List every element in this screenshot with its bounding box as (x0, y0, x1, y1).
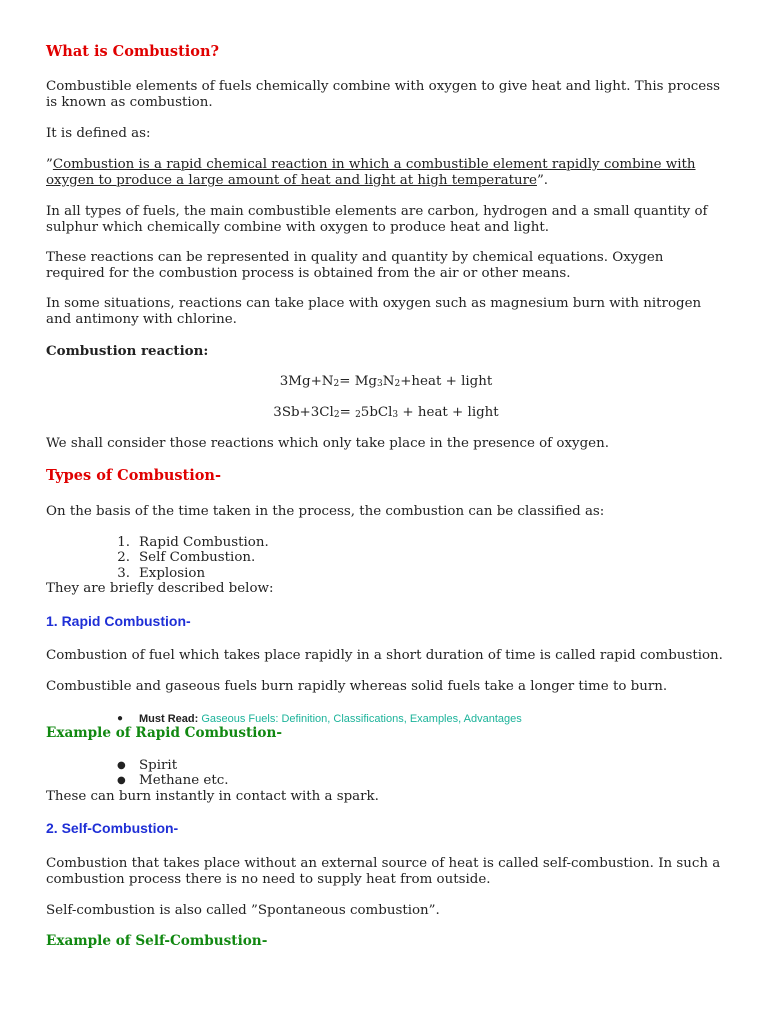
eq2-part: 5bCl (360, 405, 393, 420)
eq2-part: + heat + light (398, 405, 499, 420)
bullet-icon: ● (117, 775, 126, 786)
list-number: 2. (117, 550, 130, 565)
paragraph-oxygen-only: We shall consider those reactions which only take place in the presence of oxygen. (46, 436, 609, 451)
heading-self-combustion: 2. Self-Combustion- (46, 820, 179, 836)
heading-example-rapid: Example of Rapid Combustion- (46, 725, 283, 741)
list-text: Rapid Combustion. (139, 535, 269, 550)
list-text: Methane etc. (139, 773, 229, 788)
list-text: Explosion (139, 566, 206, 581)
eq1-sub: 2 (394, 379, 401, 389)
eq2-sub: 2 (355, 410, 361, 420)
paragraph-described-below: They are briefly described below: (46, 581, 274, 596)
quote-open: ” (46, 157, 53, 172)
quote-text: Combustion is a rapid chemical reaction in which a combustible element rapidly combine with oxygen to produce a large amount of heat and light at high temperature (46, 157, 696, 188)
eq2-sub: 3 (392, 410, 399, 420)
bullet-icon: ● (117, 713, 124, 724)
eq2-sub: 2 (333, 410, 340, 420)
paragraph-chemical-equations: These reactions can be represented in quality and quantity by chemical equations. Oxygen required for the combustion process is obtained from the air or other means. (46, 250, 664, 281)
paragraph-spontaneous: Self-combustion is also called ”Spontaneous combustion”. (46, 903, 440, 918)
paragraph-defined-as: It is defined as: (46, 126, 151, 141)
eq1-part: = Mg (339, 374, 378, 389)
list-text: Self Combustion. (139, 550, 256, 565)
eq1-sub: 3 (377, 379, 383, 389)
heading-types-of-combustion: Types of Combustion- (46, 467, 221, 484)
eq1-sub: 2 (333, 379, 340, 389)
paragraph-combustible-elements: In all types of fuels, the main combustible elements are carbon, hydrogen and a small quantity of sulphur which chemically combine with oxygen to produce heat and light. (46, 204, 708, 235)
paragraph-classification: On the basis of the time taken in the process, the combustion can be classified as: (46, 504, 605, 519)
eq2-part: 3Sb+3Cl (273, 405, 334, 420)
eq1-part: N (382, 374, 395, 389)
list-text: Spirit (139, 758, 178, 773)
paragraph-definition-intro: Combustible elements of fuels chemically combine with oxygen to give heat and light. This process is known as combustion. (46, 79, 720, 110)
heading-example-self: Example of Self-Combustion- (46, 933, 268, 949)
must-read-label: Must Read: (139, 713, 199, 725)
paragraph-rapid-definition: Combustion of fuel which takes place rapidly in a short duration of time is called rapid combustion. (46, 648, 723, 663)
eq1-part: 3Mg+N (279, 374, 334, 389)
paragraph-rapid-fuels: Combustible and gaseous fuels burn rapidly whereas solid fuels take a longer time to burn. (46, 679, 668, 694)
paragraph-self-definition: Combustion that takes place without an external source of heat is called self-combustion. In such a combustion process there is no need to supply heat from outside. (46, 856, 721, 887)
quote-close: ”. (536, 173, 549, 188)
heading-rapid-combustion: 1. Rapid Combustion- (46, 613, 191, 629)
eq2-part: = (339, 405, 356, 420)
paragraph-quote (46, 157, 726, 189)
must-read-link[interactable]: Gaseous Fuels: Definition, Classifications, Examples, Advantages (201, 713, 522, 725)
list-number: 1. (117, 535, 130, 550)
bullet-icon: ● (117, 760, 126, 771)
equation-antimony (46, 405, 726, 423)
paragraph-spark: These can burn instantly in contact with a spark. (46, 789, 379, 804)
paragraph-other-reactions: In some situations, reactions can take place with oxygen such as magnesium burn with nitrogen and antimony with chlorine. (46, 296, 702, 327)
heading-combustion-reaction: Combustion reaction: (46, 343, 209, 359)
eq1-part: +heat + light (400, 374, 493, 389)
equation-magnesium (46, 374, 726, 392)
heading-what-is-combustion: What is Combustion? (46, 43, 220, 60)
list-number: 3. (117, 566, 130, 581)
